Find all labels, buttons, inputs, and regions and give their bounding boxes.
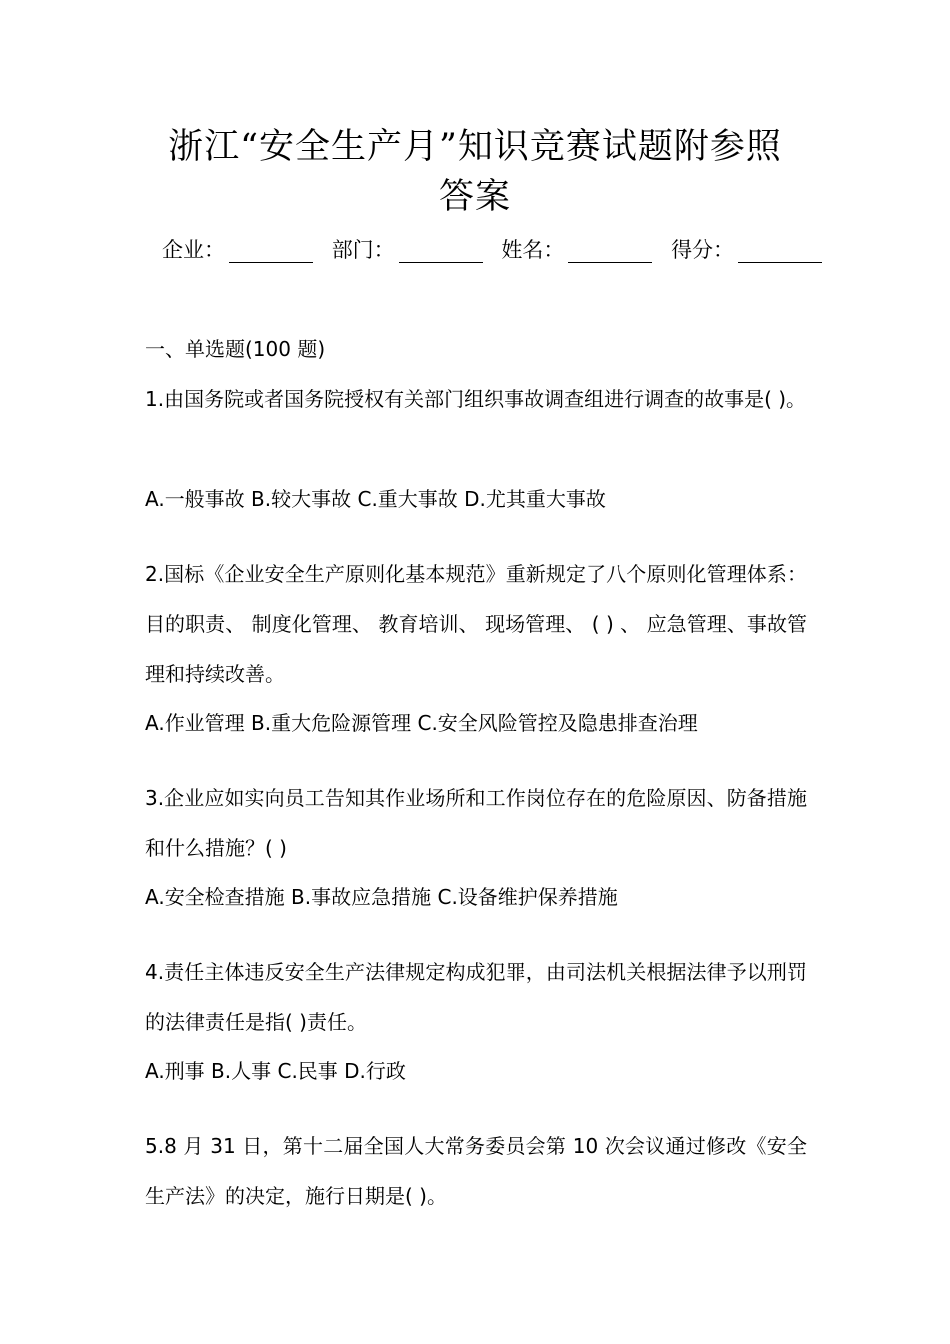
document-title	[145, 122, 805, 222]
question-1-stem: 1.由国务院或者国务院授权有关部门组织事故调查组进行调查的故事是( )。	[145, 387, 807, 411]
question-3-stem: 3.企业应如实向员工告知其作业场所和工作岗位存在的危险原因、防备措施和什么措施？( )	[145, 786, 807, 860]
question-4-stem: 4.责任主体违反安全生产法律规定构成犯罪，由司法机关根据法律予以刑罚的法律责任是指( )责任。	[145, 960, 807, 1034]
field-label-company: 企业：	[162, 238, 225, 262]
field-blank-name	[568, 240, 652, 263]
field-label-name: 姓名：	[501, 238, 565, 262]
question-5-stem: 5.8 月 31 日，第十二届全国人大常务委员会第 10 次会议通过修改《安全生产法》的决定，施行日期是( )。	[145, 1134, 807, 1208]
question-3-options: A.安全检查措施 B.事故应急措施 C.设备维护保养措施	[145, 885, 618, 909]
field-label-department: 部门：	[331, 238, 395, 262]
section-heading: 一、单选题(100 题)	[145, 337, 326, 361]
field-blank-department	[399, 240, 483, 263]
info-fields	[162, 234, 822, 266]
field-blank-score	[738, 240, 822, 263]
field-label-score: 得分：	[671, 238, 735, 262]
question-2-stem: 2.国标《企业安全生产原则化基本规范》重新规定了八个原则化管理体系： 目的职责、 制度化管理、 教育培训、 现场管理、 ( ) 、 应急管理、事故管理和持续改善。	[145, 562, 807, 686]
title-line-1: 浙江“安全生产月”知识竞赛试题附参照	[168, 127, 782, 167]
question-2-options: A.作业管理 B.重大危险源管理 C.安全风险管控及隐患排查治理	[145, 711, 698, 735]
question-4-options: A.刑事 B.人事 C.民事 D.行政	[145, 1059, 406, 1083]
field-blank-company	[229, 240, 313, 263]
title-line-2: 答案	[438, 177, 511, 217]
question-1-options: A.一般事故 B.较大事故 C.重大事故 D.尤其重大事故	[145, 487, 606, 511]
